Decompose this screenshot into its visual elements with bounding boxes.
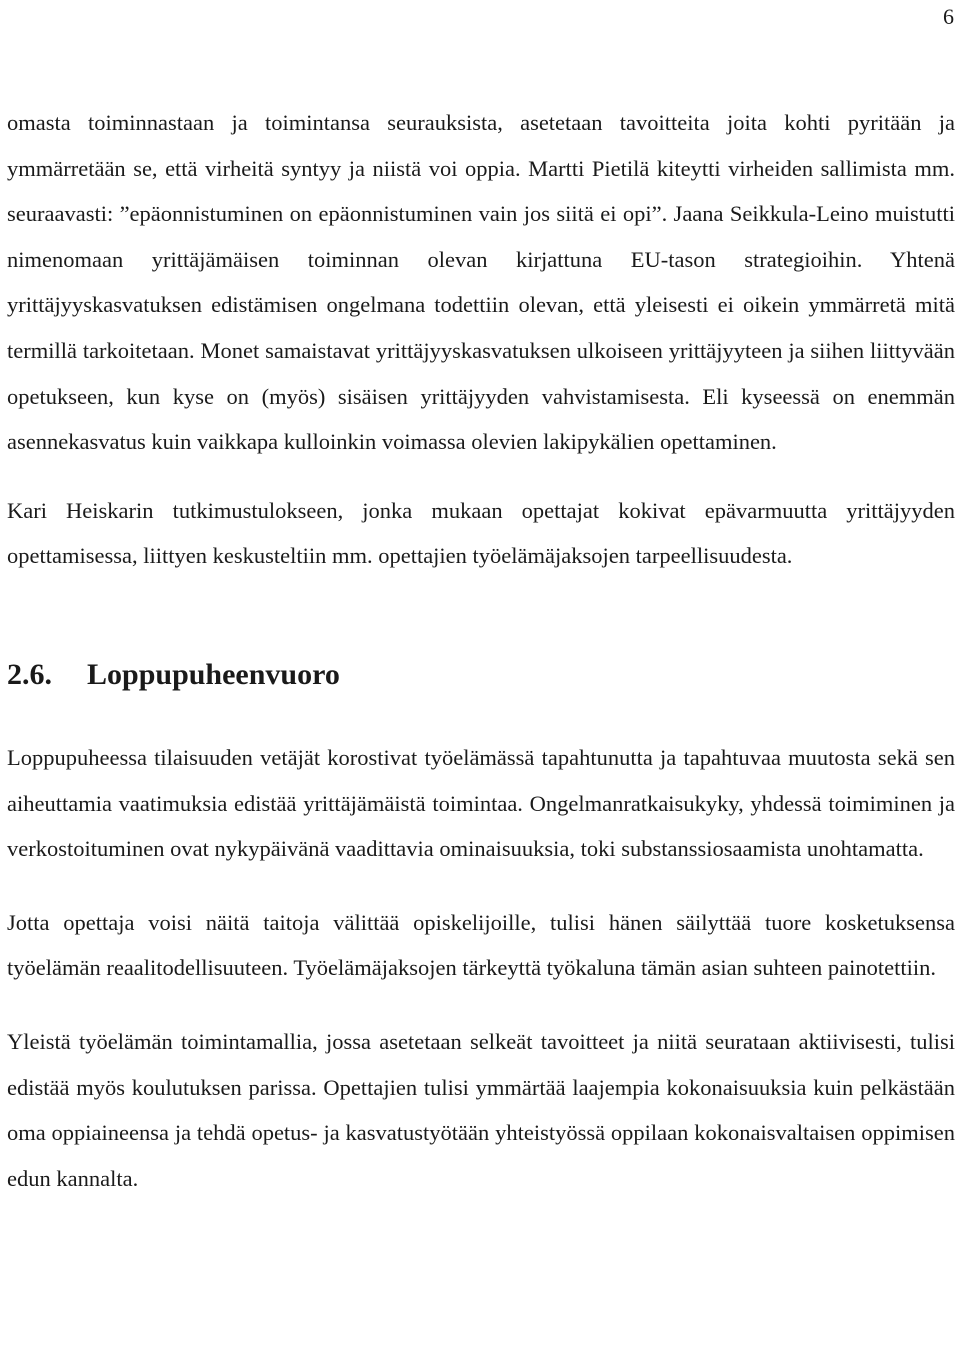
section-heading xyxy=(7,655,955,695)
document-body xyxy=(7,100,955,1201)
paragraph: Loppupuheessa tilaisuuden vetäjät korostivat työelämässä tapahtunutta ja tapahtuvaa muutosta sekä sen aiheuttamia vaatimuksia edistää yrittäjämäistä toimintaa. Ongelmanratkaisukyky, yhdessä toimiminen ja verkostoituminen ovat nykypäivänä vaadittavia ominaisuuksia, toki substanssiosaamista unohtamatta. xyxy=(7,744,955,862)
paragraph: omasta toiminnastaan ja toimintansa seurauksista, asetetaan tavoitteita joita kohti pyritään ja ymmärretään se, että virheitä syntyy ja niistä voi oppia. Martti Pietilä kiteytti virheiden sallimista mm. seuraavasti: ”epäonnistuminen on epäonnistuminen vain jos siitä ei opi”. Jaana Seikkula-Leino muistutti nimenomaan yrittäjämäisen toiminnan olevan kirjattuna EU-tason strategioihin. Yhtenä yrittäjyyskasvatuksen edistämisen ongelmana todettiin olevan, että yleisesti ei oikein ymmärretä mitä termillä tarkoitetaan. Monet samaistavat yrittäjyyskasvatuksen ulkoiseen yrittäjyyteen ja siihen liittyvään opetukseen, kun kyse on (myös) sisäisen yrittäjyyden vahvistamisesta. Eli kyseessä on enemmän asennekasvatus kuin vaikkapa kulloinkin voimassa olevien lakipykälien opettaminen. xyxy=(7,110,955,455)
page-number: 6 xyxy=(943,4,954,29)
paragraph: Jotta opettaja voisi näitä taitoja välittää opiskelijoille, tulisi hänen säilyttää tuore kosketuksensa työelämän reaalitodellisuuteen. Työelämäjaksojen tärkeyttä työkaluna tämän asian suhteen painotettiin. xyxy=(7,909,955,981)
section-title: Loppupuheenvuoro xyxy=(87,657,340,691)
paragraph: Yleistä työelämän toimintamallia, jossa asetetaan selkeät tavoitteet ja niitä seurataan aktiivisesti, tulisi edistää myös koulutuksen parissa. Opettajien tulisi ymmärtää laajempia kokonaisuuksia kuin pelkästään oma oppiaineensa ja tehdä opetus- ja kasvatustyötään yhteistyössä oppilaan kokonaisvaltaisen oppimisen edun kannalta. xyxy=(7,1028,955,1191)
paragraph: Kari Heiskarin tutkimustulokseen, jonka mukaan opettajat kokivat epävarmuutta yrittäjyyden opettamisessa, liittyen keskusteltiin mm. opettajien työelämäjaksojen tarpeellisuudesta. xyxy=(7,497,955,569)
section-number: 2.6. xyxy=(7,657,52,691)
